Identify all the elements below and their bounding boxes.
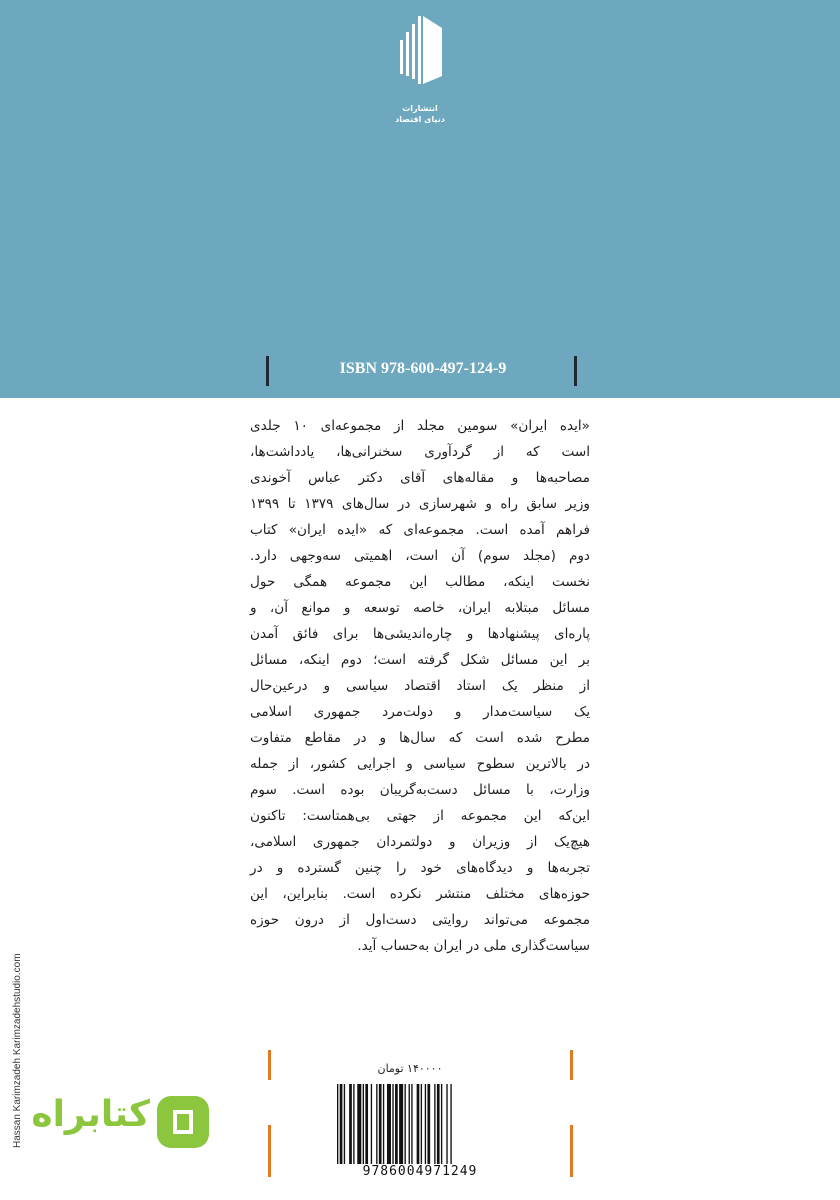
barcode-bar bbox=[392, 1084, 393, 1164]
barcode-bar bbox=[363, 1084, 364, 1164]
publisher-logo bbox=[388, 14, 452, 124]
description-line: وزارت، با مسائل دست‌به‌گریبان بوده است. سوم bbox=[250, 782, 590, 798]
description-line: حوزه‌های مختلف منتشر نکرده است. بنابراین، این bbox=[250, 886, 590, 902]
barcode-bar bbox=[425, 1084, 426, 1164]
description-line: پاره‌ای پیشنهادها و چاره‌اندیشی‌ها برای فائق آمدن bbox=[250, 626, 590, 642]
ketabrah-logo bbox=[30, 1088, 215, 1158]
barcode-bar bbox=[441, 1084, 442, 1164]
barcode-bar bbox=[427, 1084, 430, 1164]
barcode-bar bbox=[437, 1084, 440, 1164]
description-line: «ایده ایران» سومین مجلد از مجموعه‌ای ۱۰ جلدی bbox=[250, 418, 590, 434]
description-line: بر این مسائل شکل گرفته است؛ دوم اینکه، مسائل bbox=[250, 652, 590, 668]
isbn-text: ISBN 978-600-497-124-9 bbox=[339, 360, 507, 377]
designer-credit bbox=[10, 928, 30, 1148]
price-left-bar bbox=[268, 1050, 271, 1080]
description-line: است که از گردآوری سخنرانی‌ها، یادداشت‌ها، bbox=[250, 444, 590, 460]
barcode-bar bbox=[383, 1084, 384, 1164]
description-line: مصاحبه‌ها و مقاله‌های آقای دکتر عباس آخوندی bbox=[250, 470, 590, 486]
description-line: هیچ‌یک از وزیران و دولتمردان جمهوری اسلامی، bbox=[250, 834, 590, 850]
description-line: فراهم آمده است. مجموعه‌ای که «ایده ایران» کتاب bbox=[250, 522, 590, 538]
barcode-bar bbox=[337, 1084, 338, 1164]
barcode-bar bbox=[395, 1084, 398, 1164]
price-label: ۱۴۰۰۰۰ تومان bbox=[377, 1062, 443, 1075]
isbn-right-bar bbox=[574, 356, 577, 386]
barcode-bar bbox=[450, 1084, 451, 1164]
barcode-bar bbox=[387, 1084, 391, 1164]
barcode-bar bbox=[340, 1084, 343, 1164]
description-line: نخست اینکه، مطالب این مجموعه همگی حول bbox=[250, 574, 590, 590]
barcode-bar bbox=[371, 1084, 372, 1164]
description-line: مجموعه می‌تواند روایتی دست‌اول از درون حوزه bbox=[250, 912, 590, 928]
description-line: مطرح شده است که سال‌ها و در مقاطع متفاوت bbox=[250, 730, 590, 746]
barcode-left-bar bbox=[268, 1125, 271, 1177]
barcode-bar bbox=[421, 1084, 422, 1164]
isbn-barcode bbox=[335, 1084, 505, 1164]
barcode-bar bbox=[349, 1084, 352, 1164]
description-line: از منظر یک استاد اقتصاد سیاسی و درعین‌حال bbox=[250, 678, 590, 694]
ketabrah-wordmark: کتابراه bbox=[31, 1094, 150, 1135]
barcode-right-bar bbox=[570, 1125, 573, 1177]
description-line: در بالاترین سطوح سیاسی و اجرایی کشور، از جمله bbox=[250, 756, 590, 772]
barcode-bar bbox=[357, 1084, 361, 1164]
publisher-name-line1: انتشارات bbox=[402, 104, 438, 113]
barcode-bar bbox=[405, 1084, 406, 1164]
isbn-left-bar bbox=[266, 356, 269, 386]
barcode-bar bbox=[353, 1084, 354, 1164]
description-line: سیاست‌گذاری ملی در ایران به‌حساب آید. bbox=[357, 938, 590, 954]
ketabrah-book-icon bbox=[155, 1094, 211, 1150]
back-cover-description bbox=[250, 413, 590, 959]
barcode-bar bbox=[409, 1084, 410, 1164]
barcode-bar bbox=[411, 1084, 412, 1164]
price-right-bar bbox=[570, 1050, 573, 1080]
barcode-bar bbox=[344, 1084, 345, 1164]
publisher-name-line2: دنیای اقتصاد bbox=[395, 115, 445, 124]
barcode-bar bbox=[376, 1084, 377, 1164]
barcode-bar bbox=[417, 1084, 420, 1164]
barcode-bar bbox=[365, 1084, 368, 1164]
description-line: مسائل مبتلابه ایران، خاصه توسعه و موانع آن، و bbox=[250, 600, 590, 616]
description-line: تجربه‌ها و دیدگاه‌های خود را چنین گسترده و در bbox=[250, 860, 590, 876]
barcode-number: 9786004971249 bbox=[362, 1164, 478, 1179]
top-color-band bbox=[0, 0, 840, 398]
designer-credit-text: Hassan Karimzadeh Karimzadehstudio.com bbox=[12, 953, 23, 1148]
barcode-bar bbox=[434, 1084, 435, 1164]
description-line: یک سیاست‌مدار و دولت‌مرد جمهوری اسلامی bbox=[250, 704, 590, 720]
book-fan-icon bbox=[396, 14, 444, 86]
description-line: وزیر سابق راه و شهرسازی در سال‌های ۱۳۷۹ تا ۱۳۹۹ bbox=[250, 496, 590, 512]
barcode-bar bbox=[379, 1084, 382, 1164]
barcode-bar bbox=[446, 1084, 447, 1164]
barcode-bar bbox=[399, 1084, 403, 1164]
description-line: دوم (مجلد سوم) آن است، اهمیتی سه‌وجهی دارد. bbox=[250, 548, 590, 564]
description-line: این‌که این مجموعه از جهتی بی‌همتاست: تاکنون bbox=[250, 808, 590, 824]
